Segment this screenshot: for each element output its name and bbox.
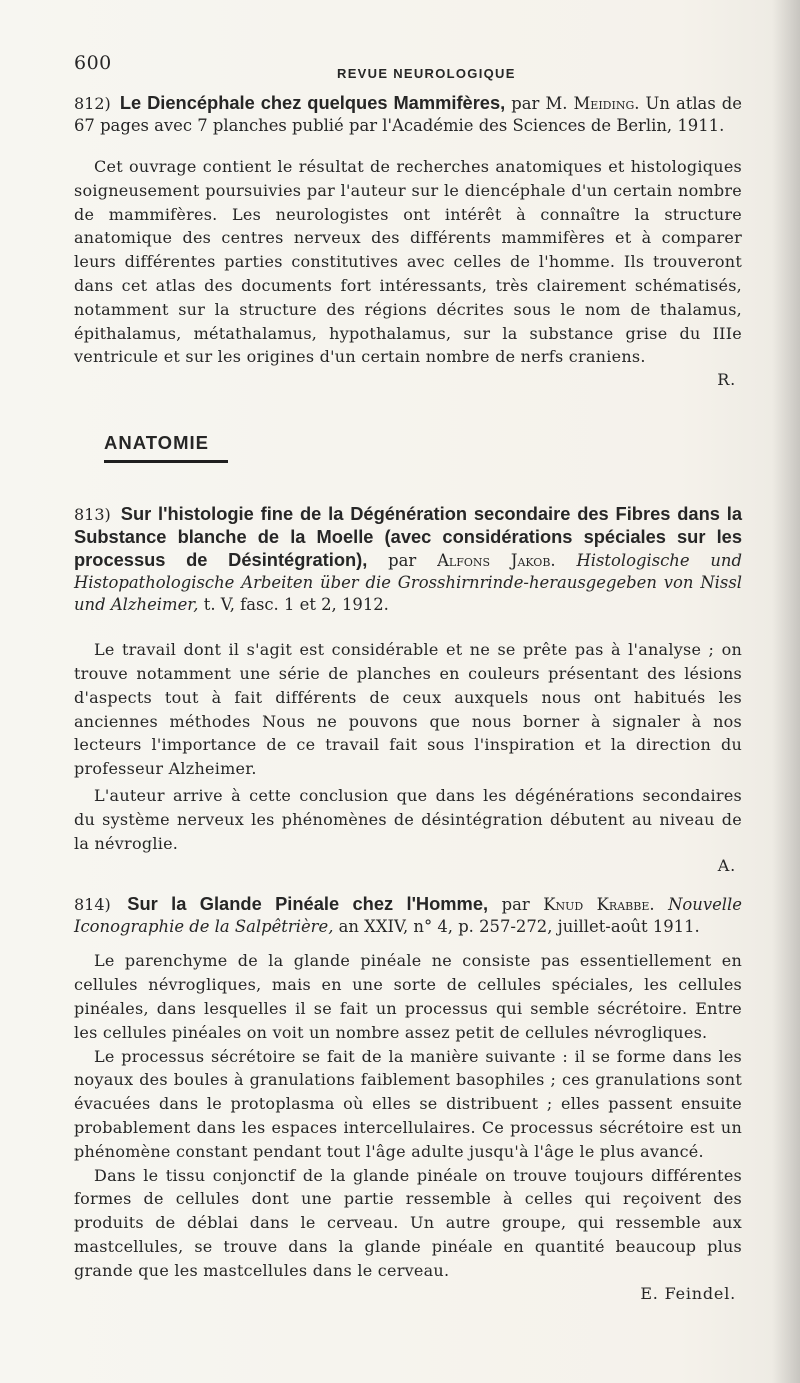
entry-by: par [388, 551, 417, 571]
entry-author: Alfons Jakob. [437, 551, 556, 571]
entry-citation-journal: Histologische und Histopathologische Arbeiten über die Grosshirnrinde-herausgegeben von Nissl und Alzheimer, [74, 551, 742, 615]
entry-number: 814) [74, 895, 111, 915]
entry-number: 812) [74, 94, 111, 113]
entry-author: Meiding. [573, 94, 640, 113]
journal-title: REVUE NEUROLOGIQUE [337, 66, 516, 81]
entry-citation: Un atlas de 67 pages avec 7 planches publié par l'Académie des Sciences de Berlin, 1911. [74, 94, 742, 135]
review-entry-813 [74, 503, 742, 877]
entry-heading [74, 893, 742, 938]
review-entry-814 [74, 893, 742, 1304]
entry-citation: t. V, fasc. 1 et 2, 1912. [203, 595, 389, 615]
entry-signature: R. [717, 370, 736, 390]
entry-signature: A. [717, 856, 736, 876]
entry-paragraph: Le travail dont il s'agit est considérable et ne se prête pas à l'analyse ; on trouve notamment une série de planches en couleurs présentant des lésions d'aspects tout à fait différents de ceux auxquels nous ont habitués les anciennes méthodes Nous ne pouvons que nous borner à signaler à nos lecteurs l'importance de ce travail fait sous l'inspiration et la direction du professeur Alzheimer. [74, 640, 742, 779]
entry-paragraph: Dans le tissu conjonctif de la glande pinéale on trouve toujours différentes formes de cellules dont une partie ressemble à celles qui reçoivent des produits de déblai dans le cerveau. Un autre groupe, qui ressemble aux mastcellules, se trouve dans la glande pinéale en quantité beaucoup plus grande que les mastcellules dans le cerveau. [74, 1165, 742, 1280]
page-number: 600 [74, 52, 112, 74]
entry-by: par M. [511, 94, 568, 113]
entry-citation: an XXIV, n° 4, p. 257-272, juillet-août 1911. [338, 917, 700, 937]
entry-heading [74, 503, 742, 616]
entry-signature: E. Feindel. [640, 1283, 736, 1303]
entry-paragraph: Le processus sécrétoire se fait de la manière suivante : il se forme dans les noyaux des boules à granulations faiblement basophiles ; ces granulations sont évacuées dans le protoplasma où elles se distribuent ; elles passent ensuite probablement dans les espaces intercellulaires. Ce processus sécrétoire est un phénomène constant pendant tout l'âge adulte jusqu'à l'âge le plus avancé. [74, 1046, 742, 1161]
entry-number: 813) [74, 505, 111, 525]
entry-paragraph: Cet ouvrage contient le résultat de recherches anatomiques et histologiques soigneusement poursuivies par l'auteur sur le diencéphale d'un certain nombre de mammifères. Les neurologistes ont intérêt à connaître la structure anatomique des centres nerveux des différents mammifères et à comparer leurs différentes parties constitutives avec celles de l'homme. Ils trouveront dans cet atlas des documents fort intéressants, très clairement schématisés, notamment sur la structure des régions décrites sous le nom de thalamus, épithalamus, métathalamus, hypothalamus, sur la substance grise du IIIe ventricule et sur les origines d'un certain nombre de nerfs craniens. [74, 157, 742, 367]
entry-title: Le Diencéphale chez quelques Mammifères, [119, 92, 506, 113]
entry-title: Sur l'histologie fine de la Dégénération secondaire des Fibres dans la Substance blanche de la Moelle (avec considérations spéciales sur les processus de Désintégration), [74, 503, 742, 571]
entry-paragraph: L'auteur arrive à cette conclusion que dans les dégénérations secondaires du système nerveux les phénomènes de désintégration débutent au niveau de la névroglie. [74, 785, 742, 853]
entry-heading [74, 92, 742, 137]
entry-by: par [501, 895, 530, 915]
section-title: ANATOMIE [104, 432, 209, 454]
review-entry-812 [74, 92, 742, 391]
entry-citation-journal: Nouvelle Iconographie de la Salpêtrière, [74, 895, 742, 937]
entry-title: Sur la Glande Pinéale chez l'Homme, [127, 893, 489, 915]
entry-paragraph: Le parenchyme de la glande pinéale ne consiste pas essentiellement en cellules névrogliques, mais en une sorte de cellules spéciales, les cellules pinéales, dans lesquelles il se fait un processus qui semble sécrétoire. Entre les cellules pinéales on voit un nombre assez petit de cellules névrogliques. [74, 951, 742, 1042]
entry-author: Knud Krabbe. [543, 895, 655, 915]
